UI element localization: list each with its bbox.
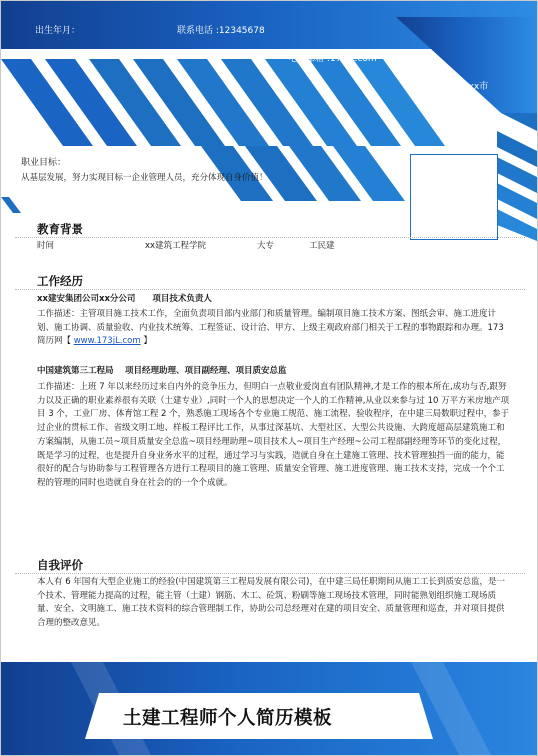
job2-heading: 中国建筑第三工程局 项目经理助理、项目副经理、项目质安总监 (37, 366, 287, 376)
birth-date-label: 出生年月： (35, 26, 81, 36)
education-degree: 大专 (257, 241, 275, 251)
self-eval-section-title: 自我评价 (37, 558, 83, 572)
address-label: 联系地址 :xx省xx市 (407, 82, 489, 92)
footer-stripes-graphic (1, 641, 537, 755)
self-eval-text: 本人有 6 年国有大型企业施工的经验(中国建筑第三工程局发展有限公司)，在中建三局任职期间从施工工长到质安总监，是一个技术、管理能力提高的过程，能主管（土建）钢筋、木工、砼筑、粉刷等施工现场技术管理，同时能熟划组织施工现场质量、安全、文明施工、施工技术资料的综合管理制工作，协助公司总经理对在建的项目安全、质量管理和巡查，并对项目提供合理的整改意见。 (37, 577, 505, 629)
education-major: 工民建 (309, 241, 335, 251)
work-divider (15, 289, 525, 291)
job2-description: 工作描述：上班 7 年以来经历过来自内外的竞争压力，但明白一点敬业爱岗直有团队精神,才是工作的根本所在,成功与否,跟努力以及正确的职业素养很有关联（土建专业）,同时一个人的思想决定一个人的工作精神,从业以来参与过 10 万平方米房地产项目 3 个，工业厂房、体育馆工程 2 个，熟悉施工现场各个专业施工规范、施工流程、验收程序，在中建三局数职过程中，参于过企业的贯标工作、省级文明工地、样板工程评比工作，从事过深基坑、大型社区、大型公共设施、大跨度超高层建筑施工和方案编制，从施工员~项目质量安全总监~项目经理助理~项目技术人~项目生产经理~公司工程部副经理等环节的变化过程，既是学习的过程，也是提升自身业务水平的过程，通过学习与实践，造就自身在土建施工管理、技术管理独挡一面的能力，能很好的配合与协助参与工程管理各方进行工程项目的施工管理、质量安全管理、施工进度管理、施工技术支持，完成一个个工程的管理的同时也造就自身在社会的的一个个成就。 (37, 382, 510, 488)
objective-label: 职业目标： (21, 158, 67, 168)
profile-photo-placeholder (410, 154, 498, 240)
self-eval-divider (15, 573, 525, 575)
phone-label: 联系电话 :12345678 (177, 26, 265, 36)
objective-text: 从基层发展，努力实现目标一企业管理人员，充分体现自身价值！ (21, 173, 268, 183)
education-school: xx建筑工程学院 (145, 241, 207, 251)
education-time: 时间 (37, 241, 55, 251)
education-row (37, 240, 335, 252)
email-label: 电子邮箱 :173jL.com (288, 54, 377, 64)
education-divider (15, 237, 525, 239)
job1-heading: xx建安集团公司xx分公司 项目技术负责人 (37, 294, 212, 304)
resume-title-banner: 土建工程师个人简历模板 (123, 708, 333, 729)
education-section-title: 教育背景 (37, 222, 83, 236)
resume-site-link[interactable]: www.173jL.com (73, 336, 141, 347)
job1-description: 工作描述：主管项目施工技术工作，全面负责项目部内业部门和质量管理。编制项目施工技术方案、图纸会审、施工进度计划、施工协调、质量验收、内业技术统筹、工程签证、设计洽、甲方、上级主观政府部门相关于工程的事物跟踪和办理。173 简历网【 www.173jL.com 】 (37, 309, 504, 347)
work-section-title: 工作经历 (37, 274, 83, 288)
